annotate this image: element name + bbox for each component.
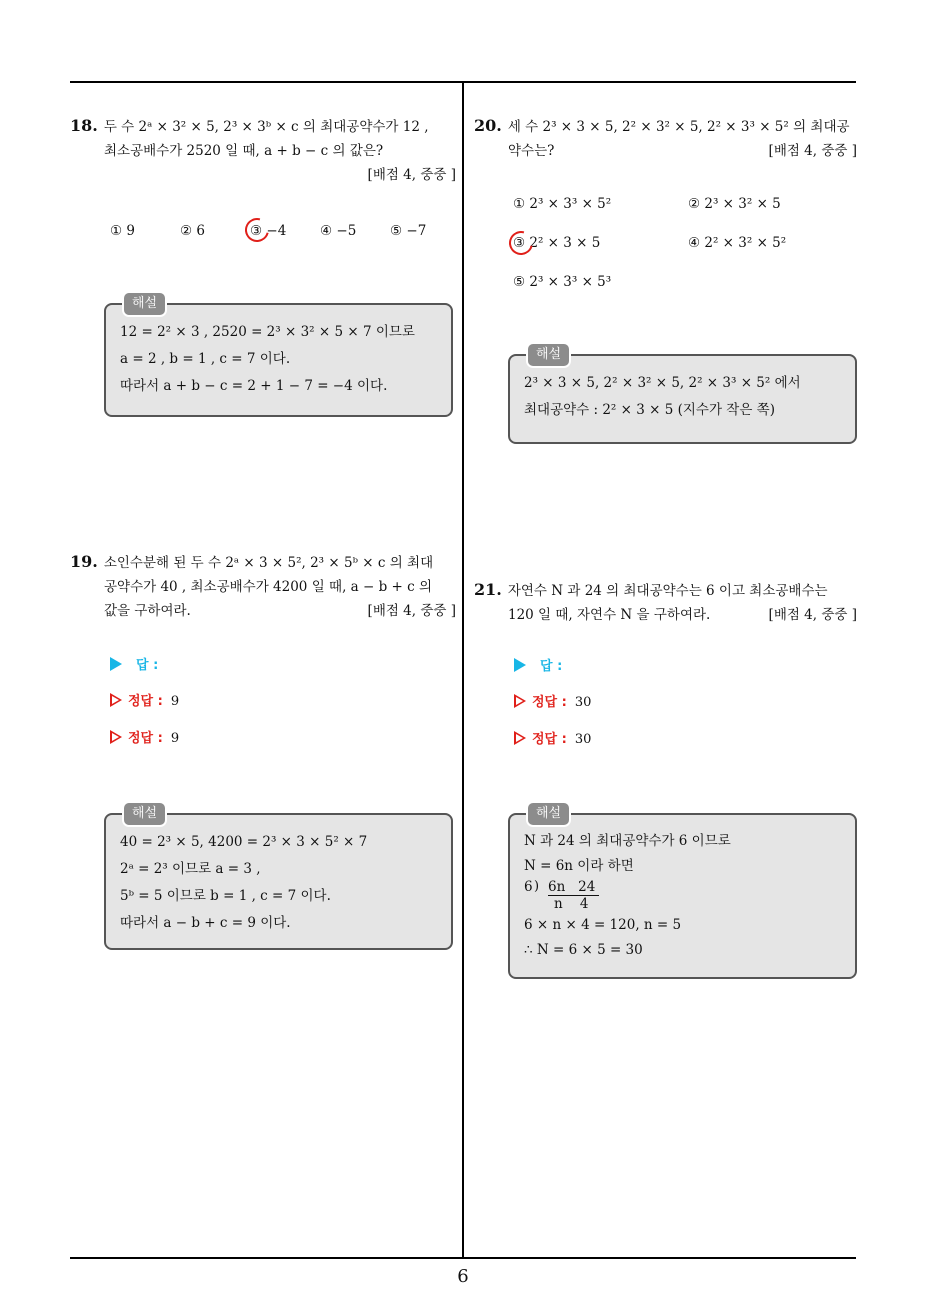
- solution-line: 최대공약수 : 2² × 3 × 5 (지수가 작은 쪽): [524, 402, 775, 418]
- correct-answer-row: [110, 727, 179, 746]
- choice-1[interactable]: ① 9: [110, 223, 135, 239]
- solution-line: N = 6n 이라 하면: [524, 858, 634, 874]
- divisor: 6: [524, 879, 533, 895]
- problem-text: 값을 구하여라.: [104, 603, 191, 619]
- problem-20: [474, 114, 857, 163]
- division-bracket-icon: ): [534, 879, 540, 894]
- solution-line: 6 × n × 4 = 120, n = 5: [524, 917, 682, 933]
- solution-line: ∴ N = 6 × 5 = 30: [524, 942, 643, 958]
- solution-box: [104, 806, 453, 950]
- problem-21: [474, 578, 857, 627]
- solution-box: [508, 806, 857, 979]
- hollow-triangle-icon: [514, 694, 526, 708]
- solution-line: 2ᵃ = 2³ 이므로 a = 3 ,: [120, 861, 261, 877]
- solution-line: 따라서 a + b − c = 2 + 1 − 7 = −4 이다.: [120, 378, 388, 394]
- column-divider: [462, 82, 464, 1258]
- choice-2[interactable]: ② 2³ × 3² × 5: [688, 196, 781, 212]
- correct-value: 30: [574, 695, 592, 710]
- score-label: [배점 4, 중중 ]: [367, 167, 456, 183]
- problem-text: 최소공배수가 2520 일 때, a + b − c 의 값은?: [104, 143, 384, 159]
- hollow-triangle-icon: [110, 693, 122, 707]
- hollow-triangle-icon: [514, 731, 526, 745]
- solution-box: [508, 347, 857, 444]
- answer-row: [514, 655, 562, 674]
- correct-label: 정답 :: [532, 695, 567, 710]
- score-label: [배점 4, 중중 ]: [367, 603, 456, 619]
- solution-box: [104, 296, 453, 417]
- choice-2[interactable]: ② 6: [180, 223, 205, 239]
- problem-text: 두 수 2ᵃ × 3² × 5, 2³ × 3ᵇ × c 의 최대공약수가 12 ,: [103, 119, 429, 135]
- problem-number: 19.: [70, 552, 98, 571]
- correct-label: 정답 :: [532, 732, 567, 747]
- problem-text: 세 수 2³ × 3 × 5, 2² × 3² × 5, 2² × 3³ × 5² 의 최대공: [507, 119, 850, 135]
- choice-4[interactable]: ④ 2² × 3² × 5²: [688, 235, 787, 251]
- problem-text: 120 일 때, 자연수 N 을 구하여라.: [508, 607, 711, 623]
- choice-4[interactable]: ④ −5: [320, 223, 357, 239]
- solution-tag: 해설: [526, 342, 571, 368]
- correct-label: 정답 :: [128, 694, 163, 709]
- solution-tag: 해설: [122, 801, 167, 827]
- page-number: 6: [457, 1266, 469, 1287]
- solution-line: a = 2 , b = 1 , c = 7 이다.: [120, 351, 291, 367]
- division-ladder: [524, 879, 841, 913]
- problem-19: [70, 550, 456, 623]
- correct-value: 30: [574, 732, 592, 747]
- play-icon: [514, 658, 526, 672]
- problem-18: [70, 114, 456, 187]
- solution-line: 5ᵇ = 5 이므로 b = 1 , c = 7 이다.: [120, 888, 331, 904]
- quotient: n 4: [554, 896, 589, 912]
- choice-5[interactable]: ⑤ 2³ × 3³ × 5³: [513, 274, 612, 290]
- solution-line: 2³ × 3 × 5, 2² × 3² × 5, 2² × 3³ × 5² 에서: [524, 375, 801, 391]
- problem-text: 약수는?: [508, 143, 555, 159]
- problem-number: 21.: [474, 580, 502, 599]
- correct-answer-row: [514, 728, 591, 747]
- answer-label: 답 :: [540, 659, 563, 674]
- solution-tag: 해설: [526, 801, 571, 827]
- dividend: 6n 24: [548, 879, 599, 896]
- problem-text: 공약수가 40 , 최소공배수가 4200 일 때, a − b + c 의: [104, 579, 433, 595]
- hollow-triangle-icon: [110, 730, 122, 744]
- choice-1[interactable]: ① 2³ × 3³ × 5²: [513, 196, 612, 212]
- choice-5[interactable]: ⑤ −7: [390, 223, 427, 239]
- solution-line: 40 = 2³ × 5, 4200 = 2³ × 3 × 5² × 7: [120, 834, 368, 850]
- play-icon: [110, 657, 122, 671]
- correct-value: 9: [170, 731, 180, 746]
- solution-line: N 과 24 의 최대공약수가 6 이므로: [524, 833, 731, 849]
- answer-mark-icon: [505, 227, 538, 260]
- problem-text: 자연수 N 과 24 의 최대공약수는 6 이고 최소공배수는: [507, 583, 828, 599]
- correct-answer-row: [110, 690, 179, 709]
- answer-label: 답 :: [136, 658, 159, 673]
- solution-line: 따라서 a − b + c = 9 이다.: [120, 915, 291, 931]
- solution-tag: 해설: [122, 291, 167, 317]
- correct-label: 정답 :: [128, 731, 163, 746]
- score-label: [배점 4, 중중 ]: [768, 143, 857, 159]
- solution-line: 12 = 2² × 3 , 2520 = 2³ × 3² × 5 × 7 이므로: [120, 324, 415, 340]
- choice-3[interactable]: ③ 2² × 3 × 5: [513, 235, 601, 251]
- problem-number: 18.: [70, 116, 98, 135]
- answer-mark-icon: [241, 214, 274, 247]
- answer-row: [110, 654, 158, 673]
- correct-answer-row: [514, 691, 591, 710]
- choice-3[interactable]: ③ −4: [250, 223, 287, 239]
- problem-number: 20.: [474, 116, 502, 135]
- correct-value: 9: [170, 694, 180, 709]
- problem-text: 소인수분해 된 두 수 2ᵃ × 3 × 5², 2³ × 5ᵇ × c 의 최대: [103, 555, 434, 571]
- score-label: [배점 4, 중중 ]: [768, 607, 857, 623]
